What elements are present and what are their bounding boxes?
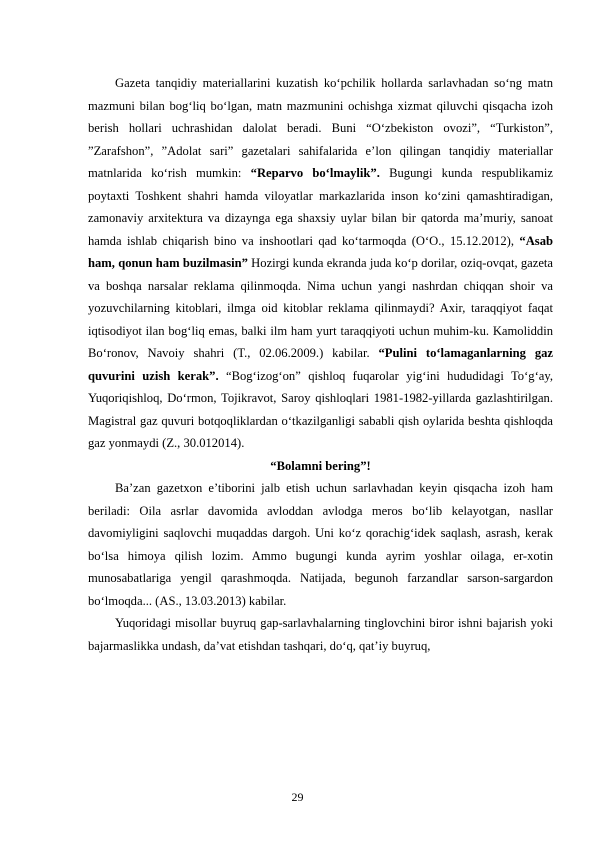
paragraph-1 bbox=[88, 72, 553, 455]
paragraph-2: Ba’zan gazetxon e’tiborini jalb etish uchun sarlavhadan keyin qisqacha izoh ham beriladi: Oila asrlar davomida avloddan avlodga meros bo‘lib kelayotgan, nasllar davomiyligini saqlovchi muqaddas dargoh. Uni ko‘z qorachig‘idek saqlash, asrash, kerak bo‘lsa himoya qilish lozim. Ammo bugungi kunda ayrim yoshlar oilaga, er-xotin munosabatlariga yengil qarashmoqda. Natijada, begunoh farzandlar sarson-sargardon bo‘lmoqda... (AS., 13.03.2013) kabilar. bbox=[88, 481, 553, 608]
headline-asab: “Asab ham, qonun ham buzilmasin” bbox=[88, 233, 553, 270]
headline-reparvo: “Reparvo bo‘lmaylik”. bbox=[250, 166, 380, 180]
paragraph-1-text-4: “Bog‘izog‘on” qishloq fuqarolar yig‘ini hududidagi To‘g‘ay, Yuqoriqishloq, Do‘rmon, Tojikravot, Saroy qishloqlari 1981-1982-yillarda gazlashtirilgan. Magistral gaz quvuri botqoqliklardan o‘tkazilganligi sababli qish oylarida beshta qishloqda gaz yonmaydi (Z., 30.012014). bbox=[88, 368, 553, 450]
headline-pulini: “Pulini to‘lamaganlarning gaz quvurini uzish kerak”. bbox=[88, 346, 553, 383]
document-page bbox=[88, 72, 553, 657]
page-number: 29 bbox=[291, 790, 304, 804]
paragraph-1-text-3: Hozirgi kunda ekranda juda ko‘p dorilar, oziq-ovqat, gazeta va boshqa narsalar reklama qilinmoqda. Nima uchun yangi nashrdan chiqqan shoir va yozuvchilarning kitoblari, ilmga oid kitoblar reklama qilinmaydi? Axir, taraqqiyot faqat iqtisodiyot ilan bog‘liq emas, balki ilm ham yurt taraqqiyoti uchun muhim-ku. Kamoliddin Bo‘ronov, Navoiy shahri (T., 02.06.2009.) kabilar. bbox=[88, 256, 554, 360]
paragraph-3: Yuqoridagi misollar buyruq gap-sarlavhalarning tinglovchini biror ishni bajarish yoki bajarmaslikka undash, da’vat etishdan tashqari, do‘q, qat’iy buyruq, bbox=[88, 616, 553, 653]
section-heading: “Bolamni bering”! bbox=[270, 458, 371, 473]
paragraph-1-text-1: Gazeta tanqidiy materiallarini kuzatish ko‘pchilik hollarda sarlavhadan so‘ng matn mazmuni bilan bog‘liq bo‘lgan, matn mazmunini ochishga xizmat qiluvchi qisqacha izoh berish hollari uchrashidan dalolat beradi. Buni “O‘zbekiston ovozi”, “Turkiston”, ”Zarafshon”, ”Adolat sari” gazetalari sahifalarida e’lon qilingan tanqidiy materiallar matnlarida ko‘rish mumkin: bbox=[88, 76, 553, 180]
paragraph-1-text-2: Bugungi kunda respublikamiz poytaxti Toshkent shahri hamda viloyatlar markazlarida inson ko‘zini qamashtiradigan, zamonaviy arxitektura va dizaynga ega shaxsiy uylar bilan bir qatorda ma’muriy, sanoat hamda ishlab chiqarish bino va inshootlari qad ko‘tarmoqda (O‘O., 15.12.2012), bbox=[88, 166, 554, 248]
